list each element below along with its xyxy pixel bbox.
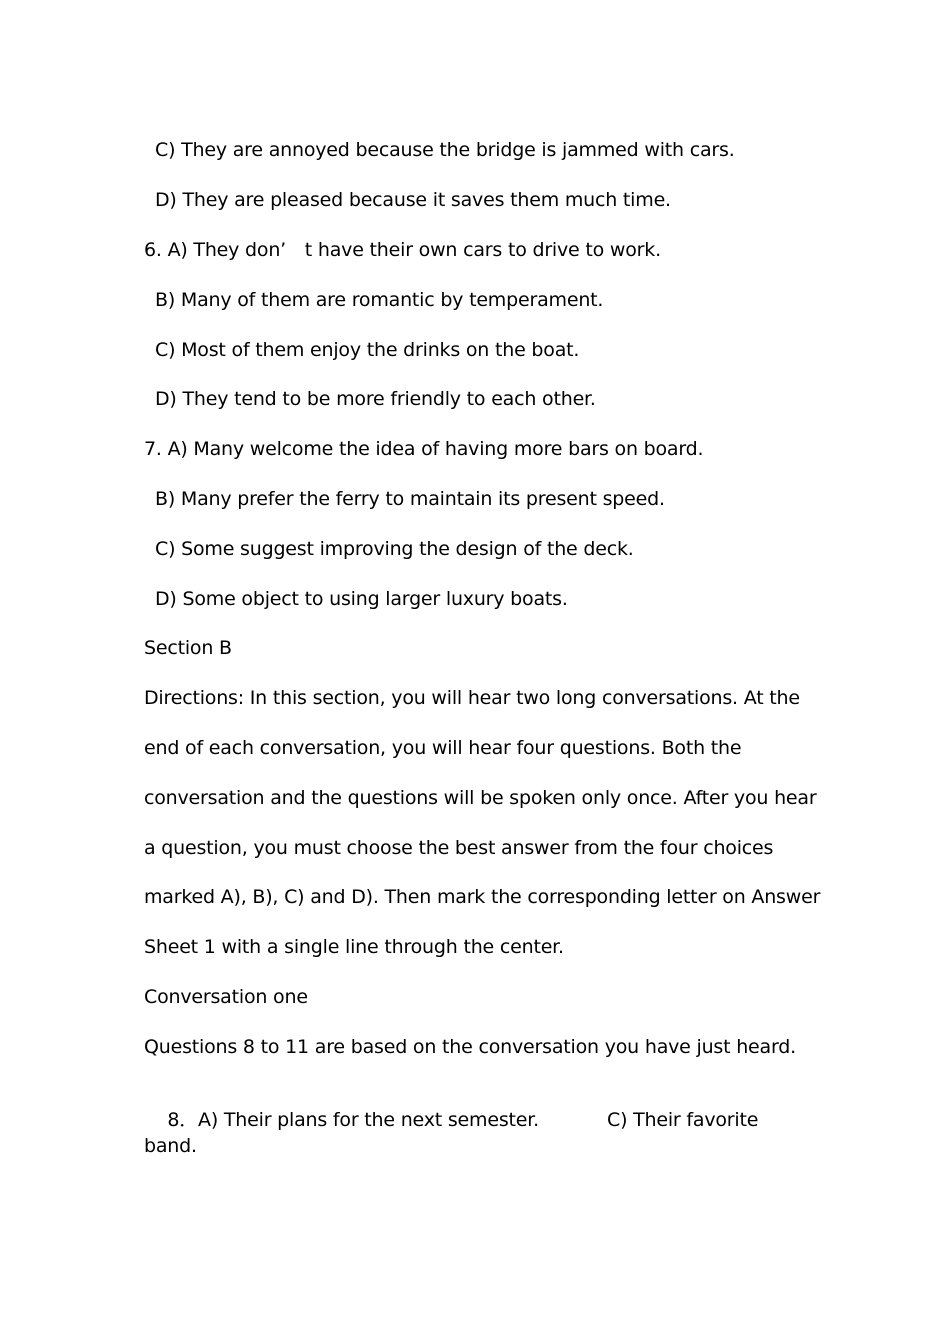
q8-option-c: C) Their favorite bbox=[607, 1109, 759, 1131]
q8-line bbox=[144, 1084, 794, 1156]
q7-option-d: D) Some object to using larger luxury boats. bbox=[155, 588, 568, 610]
q8-option-a: 8．A) Their plans for the next semester. bbox=[167, 1109, 539, 1131]
q6-option-a: 6. A) They don’ t have their own cars to drive to work. bbox=[144, 239, 661, 261]
q8-option-c-continued: band. bbox=[144, 1135, 197, 1157]
conversation-title: Conversation one bbox=[144, 986, 308, 1008]
q5-option-c: C) They are annoyed because the bridge is jammed with cars. bbox=[155, 139, 735, 161]
directions-line: marked A), B), C) and D). Then mark the corresponding letter on Answer bbox=[144, 886, 821, 908]
q5-option-d: D) They are pleased because it saves them much time. bbox=[155, 189, 671, 211]
q7-option-b: B) Many prefer the ferry to maintain its present speed. bbox=[155, 488, 665, 510]
q6-option-d: D) They tend to be more friendly to each other. bbox=[155, 388, 596, 410]
directions-line: Sheet 1 with a single line through the center. bbox=[144, 936, 564, 958]
directions-line: Directions: In this section, you will hear two long conversations. At the bbox=[144, 687, 800, 709]
questions-intro: Questions 8 to 11 are based on the conversation you have just heard. bbox=[144, 1036, 796, 1058]
q7-option-a: 7. A) Many welcome the idea of having more bars on board. bbox=[144, 438, 704, 460]
q6-option-c: C) Most of them enjoy the drinks on the boat. bbox=[155, 339, 580, 361]
q7-option-c: C) Some suggest improving the design of the deck. bbox=[155, 538, 634, 560]
directions-line: conversation and the questions will be spoken only once. After you hear bbox=[144, 787, 817, 809]
directions-line: end of each conversation, you will hear four questions. Both the bbox=[144, 737, 742, 759]
directions-line: a question, you must choose the best answer from the four choices bbox=[144, 837, 774, 859]
q6-option-b: B) Many of them are romantic by temperament. bbox=[155, 289, 604, 311]
section-b-title: Section B bbox=[144, 637, 232, 659]
